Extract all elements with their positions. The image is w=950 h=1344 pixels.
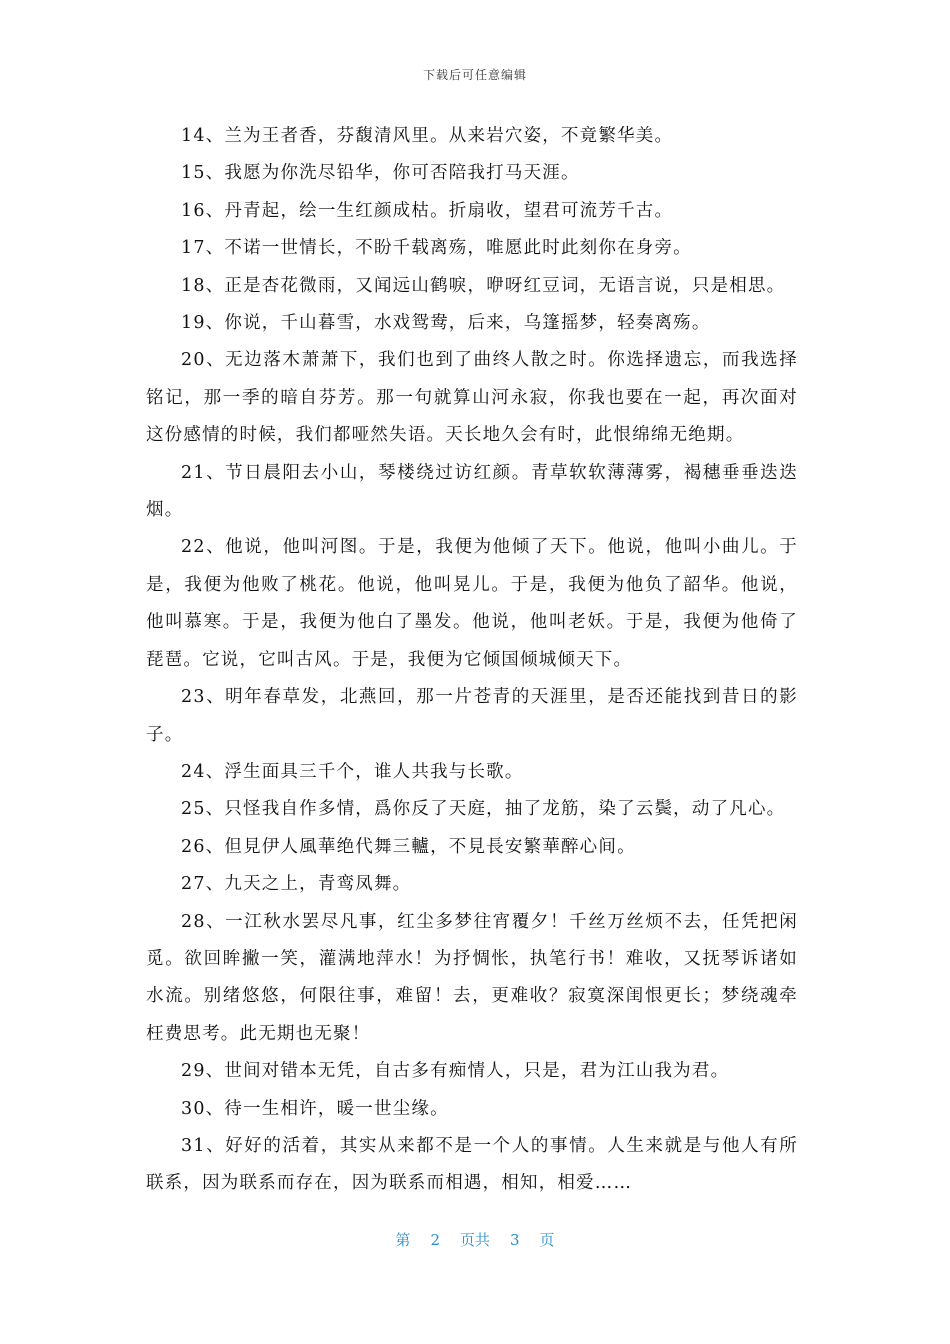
footer-suffix: 页 bbox=[539, 1231, 555, 1249]
page-footer bbox=[0, 1229, 950, 1250]
paragraph-28: 28、一江秋水罢尽凡事，红尘多梦往宵覆夕！千丝万丝烦不去，任凭把闲觅。欲回眸撇一笑，灌满地萍水！为抒惆怅，执笔行书！难收，又抚琴诉诸如水流。别绪悠悠，何限往事，难留！去，更难收？寂寞深闺恨更长；梦绕魂牵枉费思考。此无期也无聚！ bbox=[146, 911, 798, 1044]
document-body bbox=[146, 118, 798, 1203]
paragraph-14: 14、兰为王者香，芬馥清风里。从来岩穴姿，不竟繁华美。 bbox=[181, 126, 674, 146]
paragraph-19: 19、你说，千山暮雪，水戏鸳鸯，后来，乌篷摇梦，轻奏离殇。 bbox=[181, 313, 711, 334]
paragraph-16: 16、丹青起，绘一生红颜成枯。折扇收，望君可流芳千古。 bbox=[181, 200, 674, 221]
paragraph-17: 17、不诺一世情长，不盼千载离殇，唯愿此时此刻你在身旁。 bbox=[181, 238, 692, 259]
footer-prefix: 第 bbox=[395, 1231, 411, 1249]
footer-page-number: 2 bbox=[430, 1231, 440, 1249]
paragraph-24: 24、浮生面具三千个，谁人共我与长歌。 bbox=[181, 761, 524, 782]
footer-total-pages: 3 bbox=[510, 1231, 520, 1249]
paragraph-23: 23、明年春草发，北燕回，那一片苍青的天涯里，是否还能找到昔日的影子。 bbox=[146, 687, 798, 745]
paragraph-18: 18、正是杏花微雨，又闻远山鹤唳，咿呀红豆词，无语言说，只是相思。 bbox=[181, 275, 786, 296]
paragraph-22: 22、他说，他叫河图。于是，我便为他倾了天下。他说，他叫小曲儿。于是，我便为他败了桃花。他说，他叫晃儿。于是，我便为他负了韶华。他说，他叫慕寒。于是，我便为他白了墨发。他说，他叫老妖。于是，我便为他倚了琵琶。它说，它叫古风。于是，我便为它倾国倾城倾天下。 bbox=[146, 537, 798, 670]
paragraph-21: 21、节日晨阳去小山，琴楼绕过访红颜。青草软软薄薄雾，褐穗垂垂迭迭烟。 bbox=[146, 462, 798, 521]
paragraph-27: 27、九天之上，青鸾凤舞。 bbox=[181, 874, 412, 895]
paragraph-20: 20、无边落木萧萧下，我们也到了曲终人散之时。你选择遗忘，而我选择铭记，那一季的暗自芬芳。那一句就算山河永寂，你我也要在一起，再次面对这份感情的时候，我们都哑然失语。天长地久会有时，此恨绵绵无绝期。 bbox=[146, 350, 798, 446]
paragraph-31: 31、好好的活着，其实从来都不是一个人的事情。人生来就是与他人有所联系，因为联系而存在，因为联系而相遇，相知，相爱…… bbox=[146, 1135, 798, 1194]
footer-middle: 页共 bbox=[459, 1231, 490, 1249]
paragraph-25: 25、只怪我自作多情，爲你反了天庭，抽了龙筋，染了云鬓，动了凡心。 bbox=[181, 799, 786, 820]
paragraph-26: 26、但見伊人風華绝代舞三轤，不見長安繁華醉心间。 bbox=[181, 836, 636, 857]
paragraph-15: 15、我愿为你洗尽铅华，你可否陪我打马天涯。 bbox=[181, 163, 580, 184]
paragraph-30: 30、待一生相许，暖一世尘缘。 bbox=[181, 1098, 449, 1119]
paragraph-29: 29、世间对错本无凭，自古多有痴情人，只是，君为江山我为君。 bbox=[181, 1061, 730, 1082]
page-header: 下载后可任意编辑 bbox=[422, 68, 527, 82]
